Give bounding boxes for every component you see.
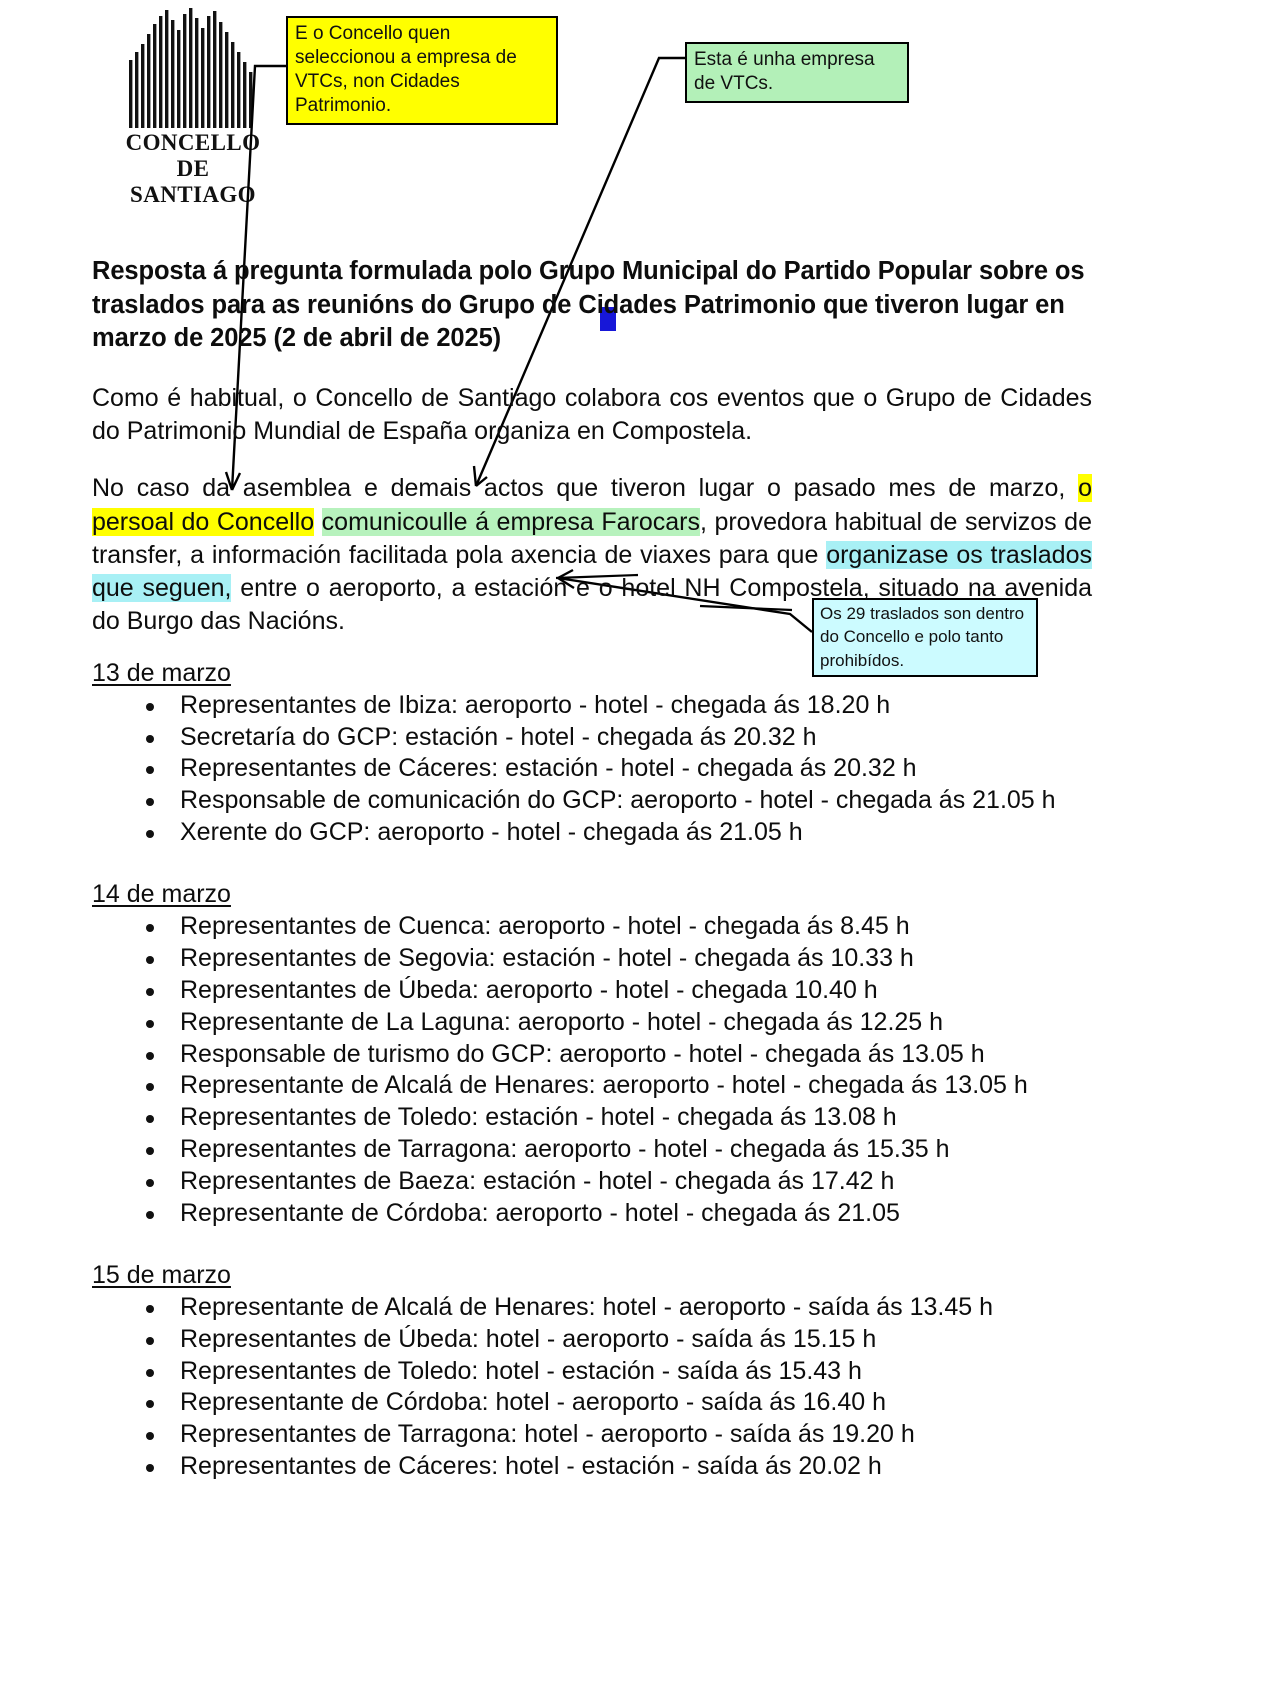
paragraph-part-3: , provedora habitual de servizos de transfer, a información facilitada pola axencia de viaxes para que bbox=[92, 507, 1092, 569]
section-15-marzo bbox=[92, 1261, 1092, 1482]
intro-paragraph: Como é habitual, o Concello de Santiago colabora cos eventos que o Grupo de Cidades do Patrimonio Mundial de España organiza en Compostela. bbox=[92, 383, 1092, 446]
day-heading: 15 de marzo bbox=[92, 1260, 231, 1289]
page-title: Resposta á pregunta formulada polo Grupo Municipal do Partido Popular sobre os traslados para as reunións do Grupo de Cidades Patrimonio que tiveron lugar en marzo de 2025 (2 de abril de 2025) bbox=[92, 257, 1085, 353]
section-13-marzo bbox=[92, 659, 1092, 848]
list-item: Representantes de Toledo: estación - hotel - chegada ás 13.08 h bbox=[136, 1102, 1092, 1133]
logo-text-line1: CONCELLO DE bbox=[125, 130, 261, 181]
cathedral-bars-logo-icon bbox=[127, 8, 259, 128]
section-14-marzo bbox=[92, 880, 1092, 1229]
highlight-cyan-traslados: organizase os traslados que seguen, bbox=[92, 540, 1092, 603]
list-item: Representante de Alcalá de Henares: aeroporto - hotel - chegada ás 13.05 h bbox=[136, 1070, 1092, 1101]
callout-cyan[interactable]: Os 29 traslados son dentro do Concello e polo tanto prohibídos. bbox=[812, 598, 1038, 677]
list-item: Representantes de Segovia: estación - hotel - chegada ás 10.33 h bbox=[136, 943, 1092, 974]
list-item: Representante de La Laguna: aeroporto - hotel - chegada ás 12.25 h bbox=[136, 1007, 1092, 1038]
list-item: Representantes de Úbeda: hotel - aeroporto - saída ás 15.15 h bbox=[136, 1324, 1092, 1355]
list-item: Representantes de Tarragona: aeroporto - hotel - chegada ás 15.35 h bbox=[136, 1134, 1092, 1165]
highlight-yellow-persoal: o persoal do Concello bbox=[92, 474, 1092, 536]
day-heading: 14 de marzo bbox=[92, 880, 231, 909]
day-heading: 13 de marzo bbox=[92, 658, 231, 687]
list-item: Representantes de Tarragona: hotel - aeroporto - saída ás 19.20 h bbox=[136, 1419, 1092, 1450]
highlight-green-farocars: comunicoulle á empresa Farocars bbox=[321, 507, 700, 536]
highlighted-paragraph bbox=[92, 472, 1092, 638]
paragraph-part-2 bbox=[314, 508, 322, 536]
transfers-list-14 bbox=[92, 911, 1092, 1229]
transfers-list-13 bbox=[92, 690, 1092, 848]
logo-text-line2: SANTIAGO bbox=[130, 181, 256, 207]
concello-santiago-logo bbox=[118, 8, 268, 208]
list-item: Secretaría do GCP: estación - hotel - chegada ás 20.32 h bbox=[136, 722, 1092, 753]
list-item: Representantes de Ibiza: aeroporto - hotel - chegada ás 18.20 h bbox=[136, 690, 1092, 721]
list-item: Representante de Córdoba: hotel - aeroporto - saída ás 16.40 h bbox=[136, 1387, 1092, 1418]
list-item: Xerente do GCP: aeroporto - hotel - chegada ás 21.05 h bbox=[136, 817, 1092, 848]
list-item: Responsable de turismo do GCP: aeroporto - hotel - chegada ás 13.05 h bbox=[136, 1039, 1092, 1070]
list-item: Representantes de Cáceres: hotel - estación - saída ás 20.02 h bbox=[136, 1451, 1092, 1482]
list-item: Responsable de comunicación do GCP: aeroporto - hotel - chegada ás 21.05 h bbox=[136, 785, 1092, 816]
paragraph-part-1: No caso da asemblea e demais actos que tiveron lugar o pasado mes de marzo, bbox=[92, 474, 1079, 503]
list-item: Representantes de Cuenca: aeroporto - hotel - chegada ás 8.45 h bbox=[136, 911, 1092, 942]
paragraph-part-4: entre o aeroporto, a estación e o hotel NH Compostela, situado na avenida do Burgo das Nacións. bbox=[92, 574, 1092, 636]
list-item: Representantes de Toledo: hotel - estación - saída ás 15.43 h bbox=[136, 1356, 1092, 1387]
transfers-list-15 bbox=[92, 1292, 1092, 1482]
list-item: Representantes de Úbeda: aeroporto - hotel - chegada 10.40 h bbox=[136, 975, 1092, 1006]
list-item: Representante de Córdoba: aeroporto - hotel - chegada ás 21.05 bbox=[136, 1198, 1092, 1229]
document-body bbox=[92, 255, 1092, 1514]
callout-yellow[interactable]: E o Concello quen seleccionou a empresa de VTCs, non Cidades Patrimonio. bbox=[286, 16, 558, 125]
list-item: Representantes de Cáceres: estación - hotel - chegada ás 20.32 h bbox=[136, 753, 1092, 784]
callout-green[interactable]: Esta é unha empresa de VTCs. bbox=[685, 42, 909, 103]
list-item: Representante de Alcalá de Henares: hotel - aeroporto - saída ás 13.45 h bbox=[136, 1292, 1092, 1323]
list-item: Representantes de Baeza: estación - hotel - chegada ás 17.42 h bbox=[136, 1166, 1092, 1197]
